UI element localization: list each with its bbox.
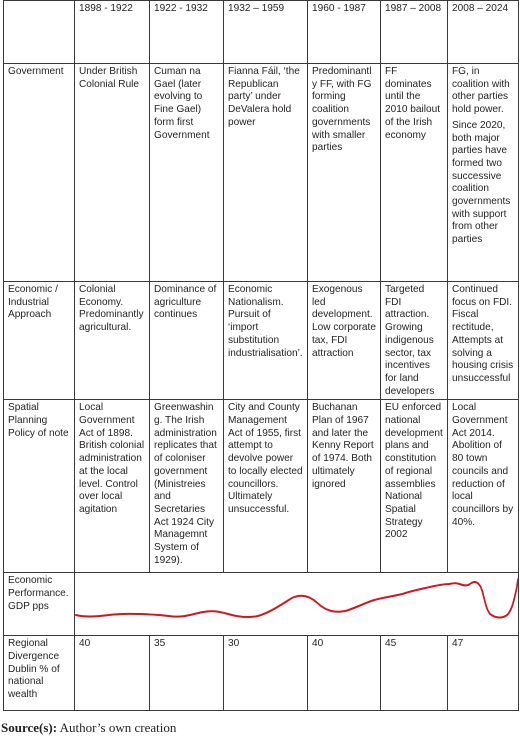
- table-cell: Greenwashing. The Irish administration replicates that of coloniser government (Ministreies and Secretaries Act 1924 City Managemnt System of 1929).: [150, 400, 224, 573]
- period-header: 1922 - 1932: [150, 1, 224, 64]
- corner-cell: [4, 1, 75, 64]
- history-table: [3, 0, 519, 711]
- period-header: 1932 – 1959: [224, 1, 308, 64]
- period-header: 1987 – 2008: [381, 1, 448, 64]
- table-cell: 45: [381, 636, 448, 711]
- source-caption: [1, 720, 176, 736]
- table-cell: Local Government Act of 1898. British colonial administration at the local level. Control over local agitation: [75, 400, 150, 573]
- gdp-curve-chart: [75, 573, 519, 636]
- table-cell: Continued focus on FDI. Fiscal rectitude, Attempts at solving a housing crisis unsuccessful: [448, 282, 519, 400]
- table-cell: [448, 64, 519, 282]
- cell-paragraph: FG, in coalition with other parties hold power.: [452, 66, 510, 116]
- gdp-curve-cell: [75, 573, 519, 636]
- economic-approach-row: [4, 282, 519, 400]
- table-cell: FF dominates until the 2010 bailout of the Irish economy: [381, 64, 448, 282]
- table-cell: City and County Management Act of 1955, first attempt to devolve power to locally elected councillors. Ultimately unsuccessful.: [224, 400, 308, 573]
- row-label: Economic Performance. GDP pps: [4, 573, 75, 636]
- table-cell: Local Government Act 2014. Abolition of 80 town councils and reduction of local councillors by 40%.: [448, 400, 519, 573]
- table-cell: 35: [150, 636, 224, 711]
- row-label: Government: [4, 64, 75, 282]
- header-row: [4, 1, 519, 64]
- table-cell: Predominantly FF, with FG forming coalition governments with smaller parties: [308, 64, 381, 282]
- source-label: Source(s):: [1, 720, 58, 735]
- table-cell: Targeted FDI attraction. Growing indigenous sector, tax incentives for land developers: [381, 282, 448, 400]
- period-header: 2008 – 2024: [448, 1, 519, 64]
- table-cell: Buchanan Plan of 1967 and later the Kenny Report of 1974. Both ultimately ignored: [308, 400, 381, 573]
- table-cell: 40: [75, 636, 150, 711]
- row-label: Regional Divergence Dublin % of national wealth: [4, 636, 75, 711]
- table-cell: Economic Nationalism. Pursuit of ‘import substitution industrialisation’.: [224, 282, 308, 400]
- regional-divergence-row: [4, 636, 519, 711]
- period-header: 1898 - 1922: [75, 1, 150, 64]
- table-cell: 40: [308, 636, 381, 711]
- cell-paragraph: Since 2020, both major parties have formed two successive coalition governments with support from other parties: [452, 119, 511, 246]
- table-cell: Under British Colonial Rule: [75, 64, 150, 282]
- table-cell: Fianna Fáil, ‘the Republican party’ under DeValera hold power: [224, 64, 308, 282]
- table-cell: Exogenous led development. Low corporate tax, FDI attraction: [308, 282, 381, 400]
- table-cell: Colonial Economy. Predominantly agricultural.: [75, 282, 150, 400]
- table-cell: Dominance of agriculture continues: [150, 282, 224, 400]
- gdp-trend-line: [76, 579, 518, 618]
- table-cell: EU enforced national development plans and constitution of regional assemblies National Spatial Strategy 2002: [381, 400, 448, 573]
- table-cell: 47: [448, 636, 519, 711]
- table-cell: 30: [224, 636, 308, 711]
- period-header: 1960 - 1987: [308, 1, 381, 64]
- row-label: Economic / Industrial Approach: [4, 282, 75, 400]
- table-cell: Cuman na Gael (later evolving to Fine Gael) form first Government: [150, 64, 224, 282]
- source-text: Author’s own creation: [57, 720, 177, 735]
- government-row: [4, 64, 519, 282]
- spatial-planning-row: [4, 400, 519, 573]
- gdp-row: [4, 573, 519, 636]
- row-label: Spatial Planning Policy of note: [4, 400, 75, 573]
